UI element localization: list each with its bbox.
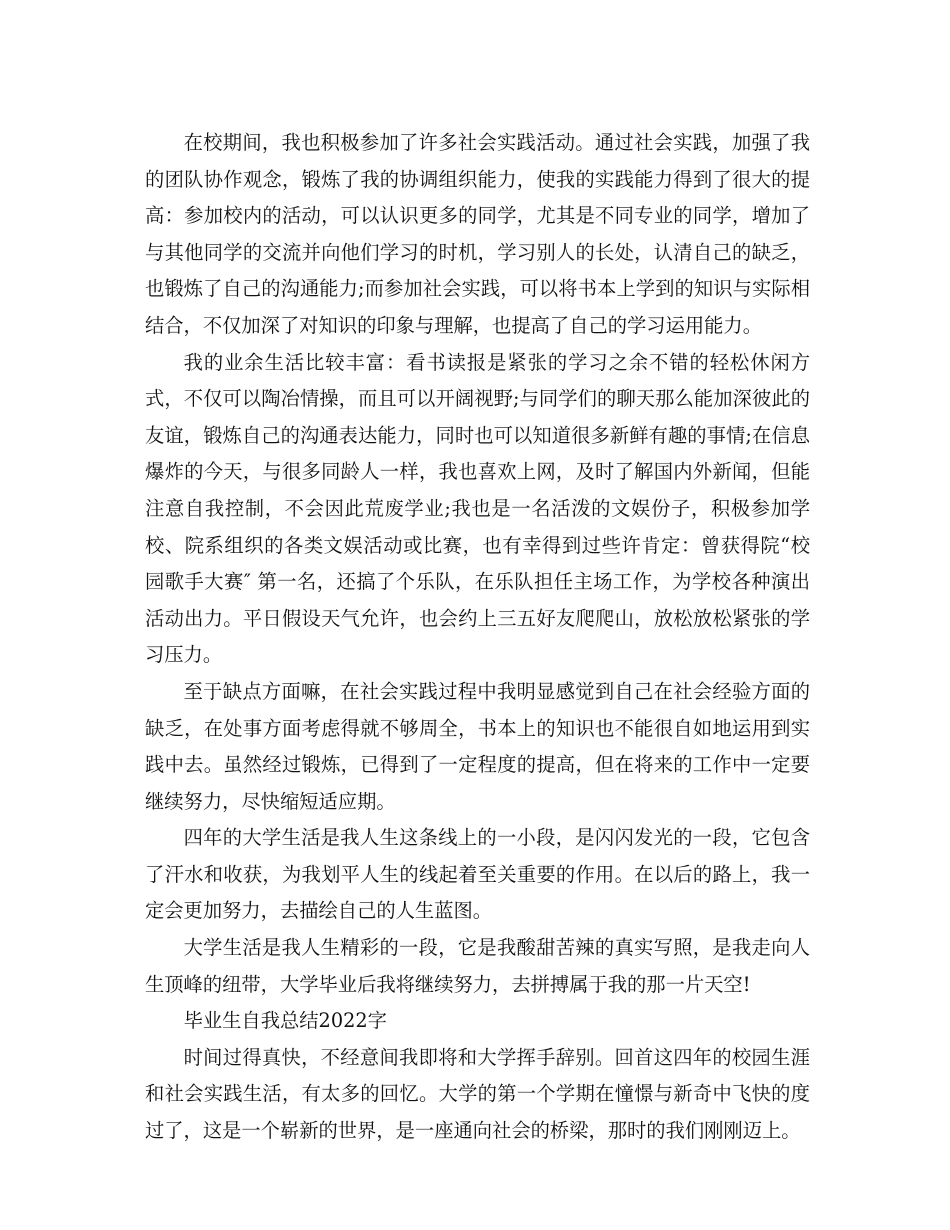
document-body xyxy=(145,125,810,1150)
paragraph-social-practice: 在校期间，我也积极参加了许多社会实践活动。通过社会实践，加强了我的团队协作观念，锻炼了我的协调组织能力，使我的实践能力得到了很大的提高：参加校内的活动，可以认识更多的同学，尤其是不同专业的同学，增加了与其他同学的交流并向他们学习的时机，学习别人的长处，认清自己的缺乏，也锻炼了自己的沟通能力;而参加社会实践，可以将书本上学到的知识与实际相结合，不仅加深了对知识的印象与理解，也提高了自己的学习运用能力。 xyxy=(145,131,810,337)
paragraph-college-life: 大学生活是我人生精彩的一段，它是我酸甜苦辣的真实写照，是我走向人生顶峰的纽带，大学毕业后我将继续努力，去拼搏属于我的那一片天空! xyxy=(145,936,810,996)
paragraph-leisure-life: 我的业余生活比较丰富：看书读报是紧张的学习之余不错的轻松休闲方式，不仅可以陶冶情操，而且可以开阔视野;与同学们的聊天那么能加深彼此的友谊，锻炼自己的沟通表达能力，同时也可以知道很多新鲜有趣的事情;在信息爆炸的今天，与很多同龄人一样，我也喜欢上网，及时了解国内外新闻，但能注意自我控制，不会因此荒废学业;我也是一名活泼的文娱份子，积极参加学校、院系组织的各类文娱活动或比赛，也有幸得到过些许肯定：曾获得院“校园歌手大赛″ 第一名，还搞了个乐队，在乐队担任主场工作，为学校各种演出活动出力。平日假设天气允许，也会约上三五好友爬爬山，放松放松紧张的学习压力。 xyxy=(145,350,810,667)
paragraph-time-flies: 时间过得真快，不经意间我即将和大学挥手辞别。回首这四年的校园生涯和社会实践生活，有太多的回忆。大学的第一个学期在憧憬与新奇中飞快的度过了，这是一个崭新的世界，是一座通向社会的桥梁，那时的我们刚刚迈上。 xyxy=(145,1045,810,1143)
section-heading: 毕业生自我总结2022字 xyxy=(183,1009,387,1033)
paragraph-shortcomings: 至于缺点方面嘛，在社会实践过程中我明显感觉到自己在社会经验方面的缺乏，在处事方面考虑得就不够周全，书本上的知识也不能很自如地运用到实践中去。虽然经过锻炼，已得到了一定程度的提高，但在将来的工作中一定要继续努力，尽快缩短适应期。 xyxy=(145,679,810,813)
paragraph-four-years: 四年的大学生活是我人生这条线上的一小段，是闪闪发光的一段，它包含了汗水和收获，为我划平人生的线起着至关重要的作用。在以后的路上，我一定会更加努力，去描绘自己的人生蓝图。 xyxy=(145,826,810,923)
